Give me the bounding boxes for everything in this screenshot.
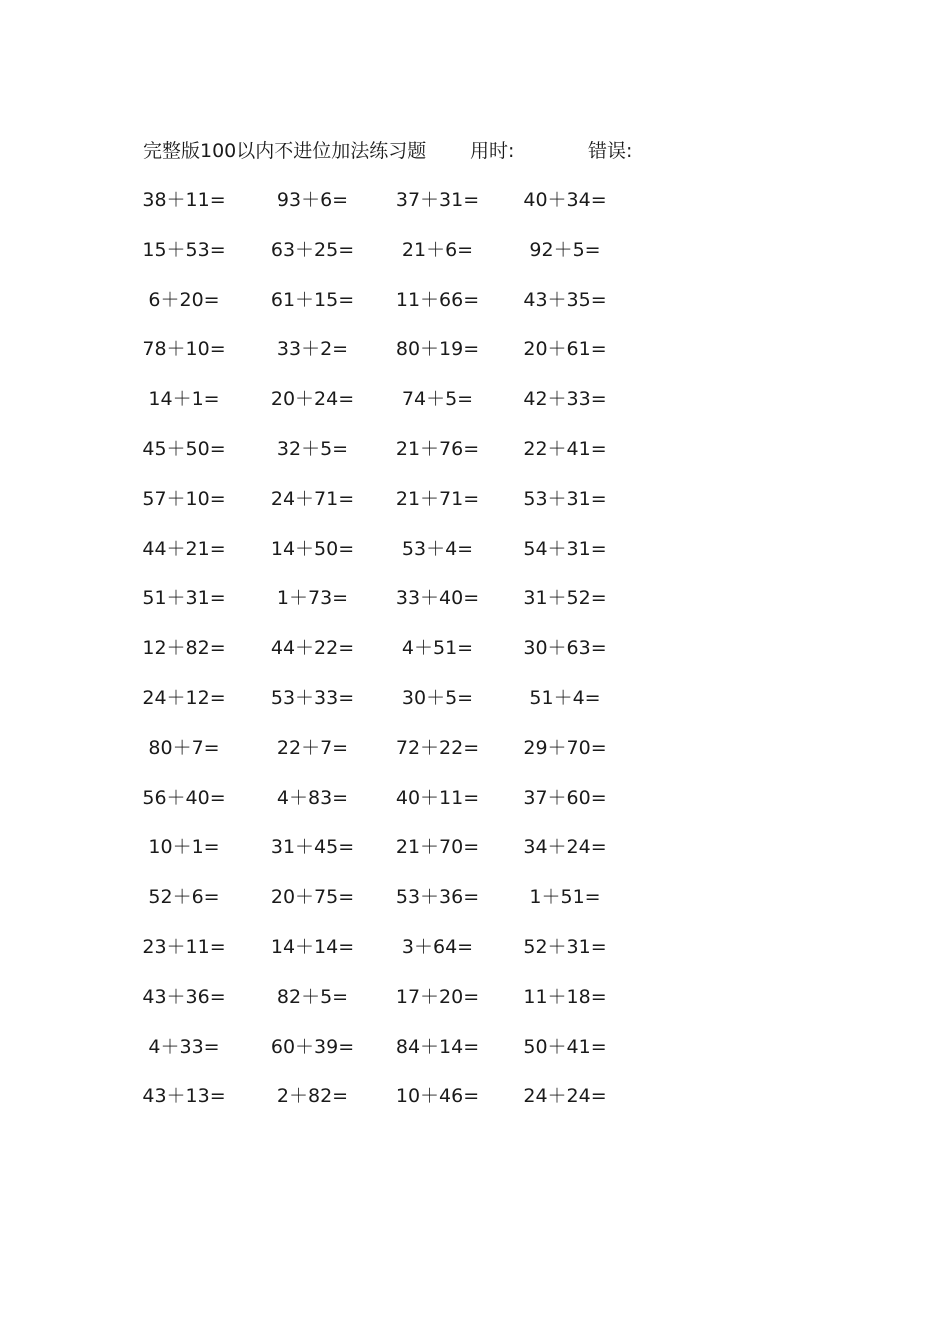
problem-row [0,783,950,833]
addition-problem: 74＋5= [401,388,474,411]
addition-problem: 31＋52= [523,587,607,610]
addition-problem: 50＋41= [523,1035,607,1058]
worksheet-header [143,136,743,166]
addition-problem: 24＋24= [523,1085,607,1108]
addition-problem: 30＋5= [401,686,474,709]
addition-problem: 92＋5= [529,238,601,261]
addition-problem: 33＋2= [276,338,349,361]
addition-problem: 21＋6= [401,238,474,261]
addition-problem: 31＋45= [270,836,355,859]
addition-problem: 44＋21= [142,537,226,560]
addition-problem: 11＋66= [395,288,480,311]
addition-problem: 20＋75= [270,886,355,909]
addition-problem: 53＋33= [270,686,355,709]
addition-problem: 51＋31= [142,587,226,610]
problem-row [0,384,950,434]
worksheet-title: 完整版100以内不进位加法练习题 [143,140,427,162]
addition-problem: 63＋25= [270,238,355,261]
addition-problem: 12＋82= [142,637,226,660]
addition-problem: 30＋63= [523,637,607,660]
problem-row [0,882,950,932]
problem-row [0,484,950,534]
problem-row [0,932,950,982]
addition-problem: 29＋70= [523,736,607,759]
addition-problem: 22＋7= [276,736,349,759]
addition-problem: 23＋11= [142,935,226,958]
addition-problem: 78＋10= [142,338,226,361]
addition-problem: 72＋22= [395,736,480,759]
addition-problem: 53＋36= [395,886,480,909]
addition-problem: 4＋33= [148,1035,220,1058]
addition-problem: 57＋10= [142,487,226,510]
addition-problem: 11＋18= [523,985,607,1008]
addition-problem: 52＋6= [148,886,220,909]
addition-problem: 1＋51= [529,886,601,909]
addition-problem: 14＋14= [270,935,355,958]
problem-row [0,733,950,783]
addition-problem: 24＋12= [142,686,226,709]
addition-problem: 21＋76= [395,437,480,460]
addition-problem: 43＋35= [523,288,607,311]
addition-problem: 4＋83= [276,786,349,809]
problem-row [0,285,950,335]
problem-row [0,982,950,1032]
error-count-label: 错误: [588,140,633,162]
problem-row [0,683,950,733]
problem-row [0,434,950,484]
problem-row [0,583,950,633]
addition-problem: 80＋19= [395,338,480,361]
addition-problem: 32＋5= [276,437,349,460]
problem-row [0,832,950,882]
addition-problem: 10＋1= [148,836,220,859]
addition-problem: 80＋7= [148,736,220,759]
addition-problem: 93＋6= [276,189,349,211]
addition-problem: 6＋20= [148,288,220,311]
problem-row [0,534,950,584]
problem-row [0,1081,950,1131]
addition-problem: 17＋20= [395,985,480,1008]
addition-problem: 38＋11= [142,189,226,211]
addition-problem: 42＋33= [523,388,607,411]
addition-problem: 33＋40= [395,587,480,610]
problem-row [0,185,950,235]
problem-row [0,633,950,683]
addition-problem: 3＋64= [401,935,474,958]
addition-problem: 56＋40= [142,786,226,809]
addition-problem: 15＋53= [142,238,226,261]
addition-problem: 2＋82= [276,1085,349,1108]
problem-row [0,334,950,384]
addition-problem: 40＋34= [523,189,607,211]
addition-problem: 21＋70= [395,836,480,859]
addition-problem: 44＋22= [270,637,355,660]
addition-problem: 82＋5= [276,985,349,1008]
addition-problem: 53＋4= [401,537,474,560]
problem-row [0,235,950,285]
addition-problem: 60＋39= [270,1035,355,1058]
time-used-label: 用时: [470,140,515,162]
addition-problem: 43＋13= [142,1085,226,1108]
addition-problem: 37＋31= [395,189,480,211]
addition-problem: 24＋71= [270,487,355,510]
addition-problem: 22＋41= [523,437,607,460]
addition-problem: 43＋36= [142,985,226,1008]
addition-problem: 53＋31= [523,487,607,510]
addition-problem: 34＋24= [523,836,607,859]
addition-problem: 52＋31= [523,935,607,958]
addition-problem: 21＋71= [395,487,480,510]
addition-problem: 40＋11= [395,786,480,809]
addition-problem: 20＋24= [270,388,355,411]
problem-grid [0,185,950,1131]
problem-row [0,1032,950,1082]
addition-problem: 10＋46= [395,1085,480,1108]
addition-problem: 1＋73= [276,587,349,610]
addition-problem: 51＋4= [529,686,601,709]
addition-problem: 61＋15= [270,288,355,311]
addition-problem: 20＋61= [523,338,607,361]
addition-problem: 14＋1= [148,388,220,411]
addition-problem: 14＋50= [270,537,355,560]
addition-problem: 45＋50= [142,437,226,460]
addition-problem: 84＋14= [395,1035,480,1058]
addition-problem: 37＋60= [523,786,607,809]
addition-problem: 4＋51= [401,637,474,660]
addition-problem: 54＋31= [523,537,607,560]
